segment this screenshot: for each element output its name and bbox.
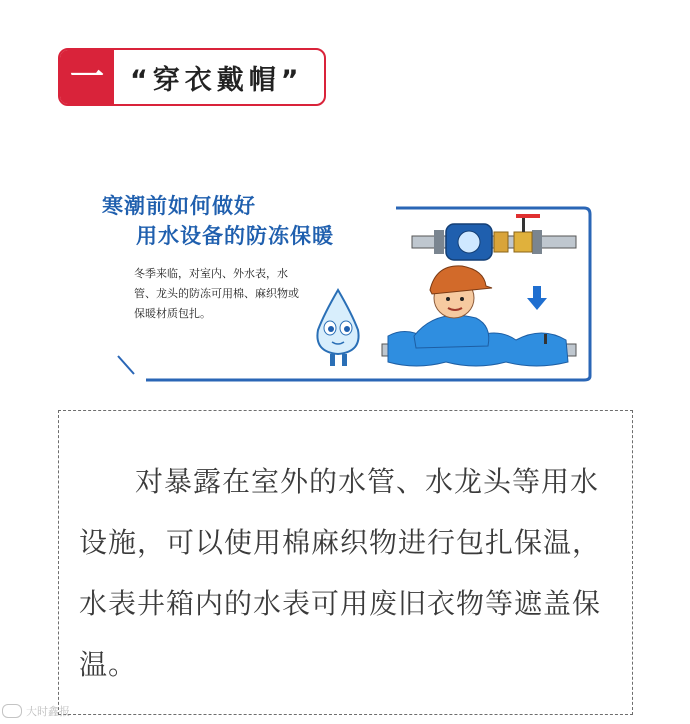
watermark-logo-icon — [2, 704, 22, 718]
content-paragraph: 对暴露在室外的水管、水龙头等用水设施，可以使用棉麻织物进行包扎保温，水表井箱内的水表可用废旧衣物等遮盖保温。 — [79, 465, 602, 681]
watermark — [2, 703, 70, 719]
water-meter-icon — [446, 224, 508, 260]
section-header — [58, 48, 326, 106]
card-title-line1: 寒潮前如何做好 — [102, 194, 256, 218]
water-drop-mascot-icon — [317, 290, 358, 366]
content-box — [58, 410, 633, 715]
card-title-line2: 用水设备的防冻保暖 — [136, 224, 334, 248]
section-number: 一 — [60, 50, 114, 104]
card-body-text: 冬季来临，对室内、外水表，水管、龙头的防冻可用棉、麻织物或保暖材质包扎。 — [134, 267, 299, 320]
arrow-down-icon — [527, 286, 547, 310]
worker-character-icon — [414, 266, 492, 348]
illustration-card — [96, 186, 596, 386]
watermark-text: 大时鑫报 — [26, 705, 70, 718]
section-title: “穿衣戴帽” — [130, 64, 304, 96]
